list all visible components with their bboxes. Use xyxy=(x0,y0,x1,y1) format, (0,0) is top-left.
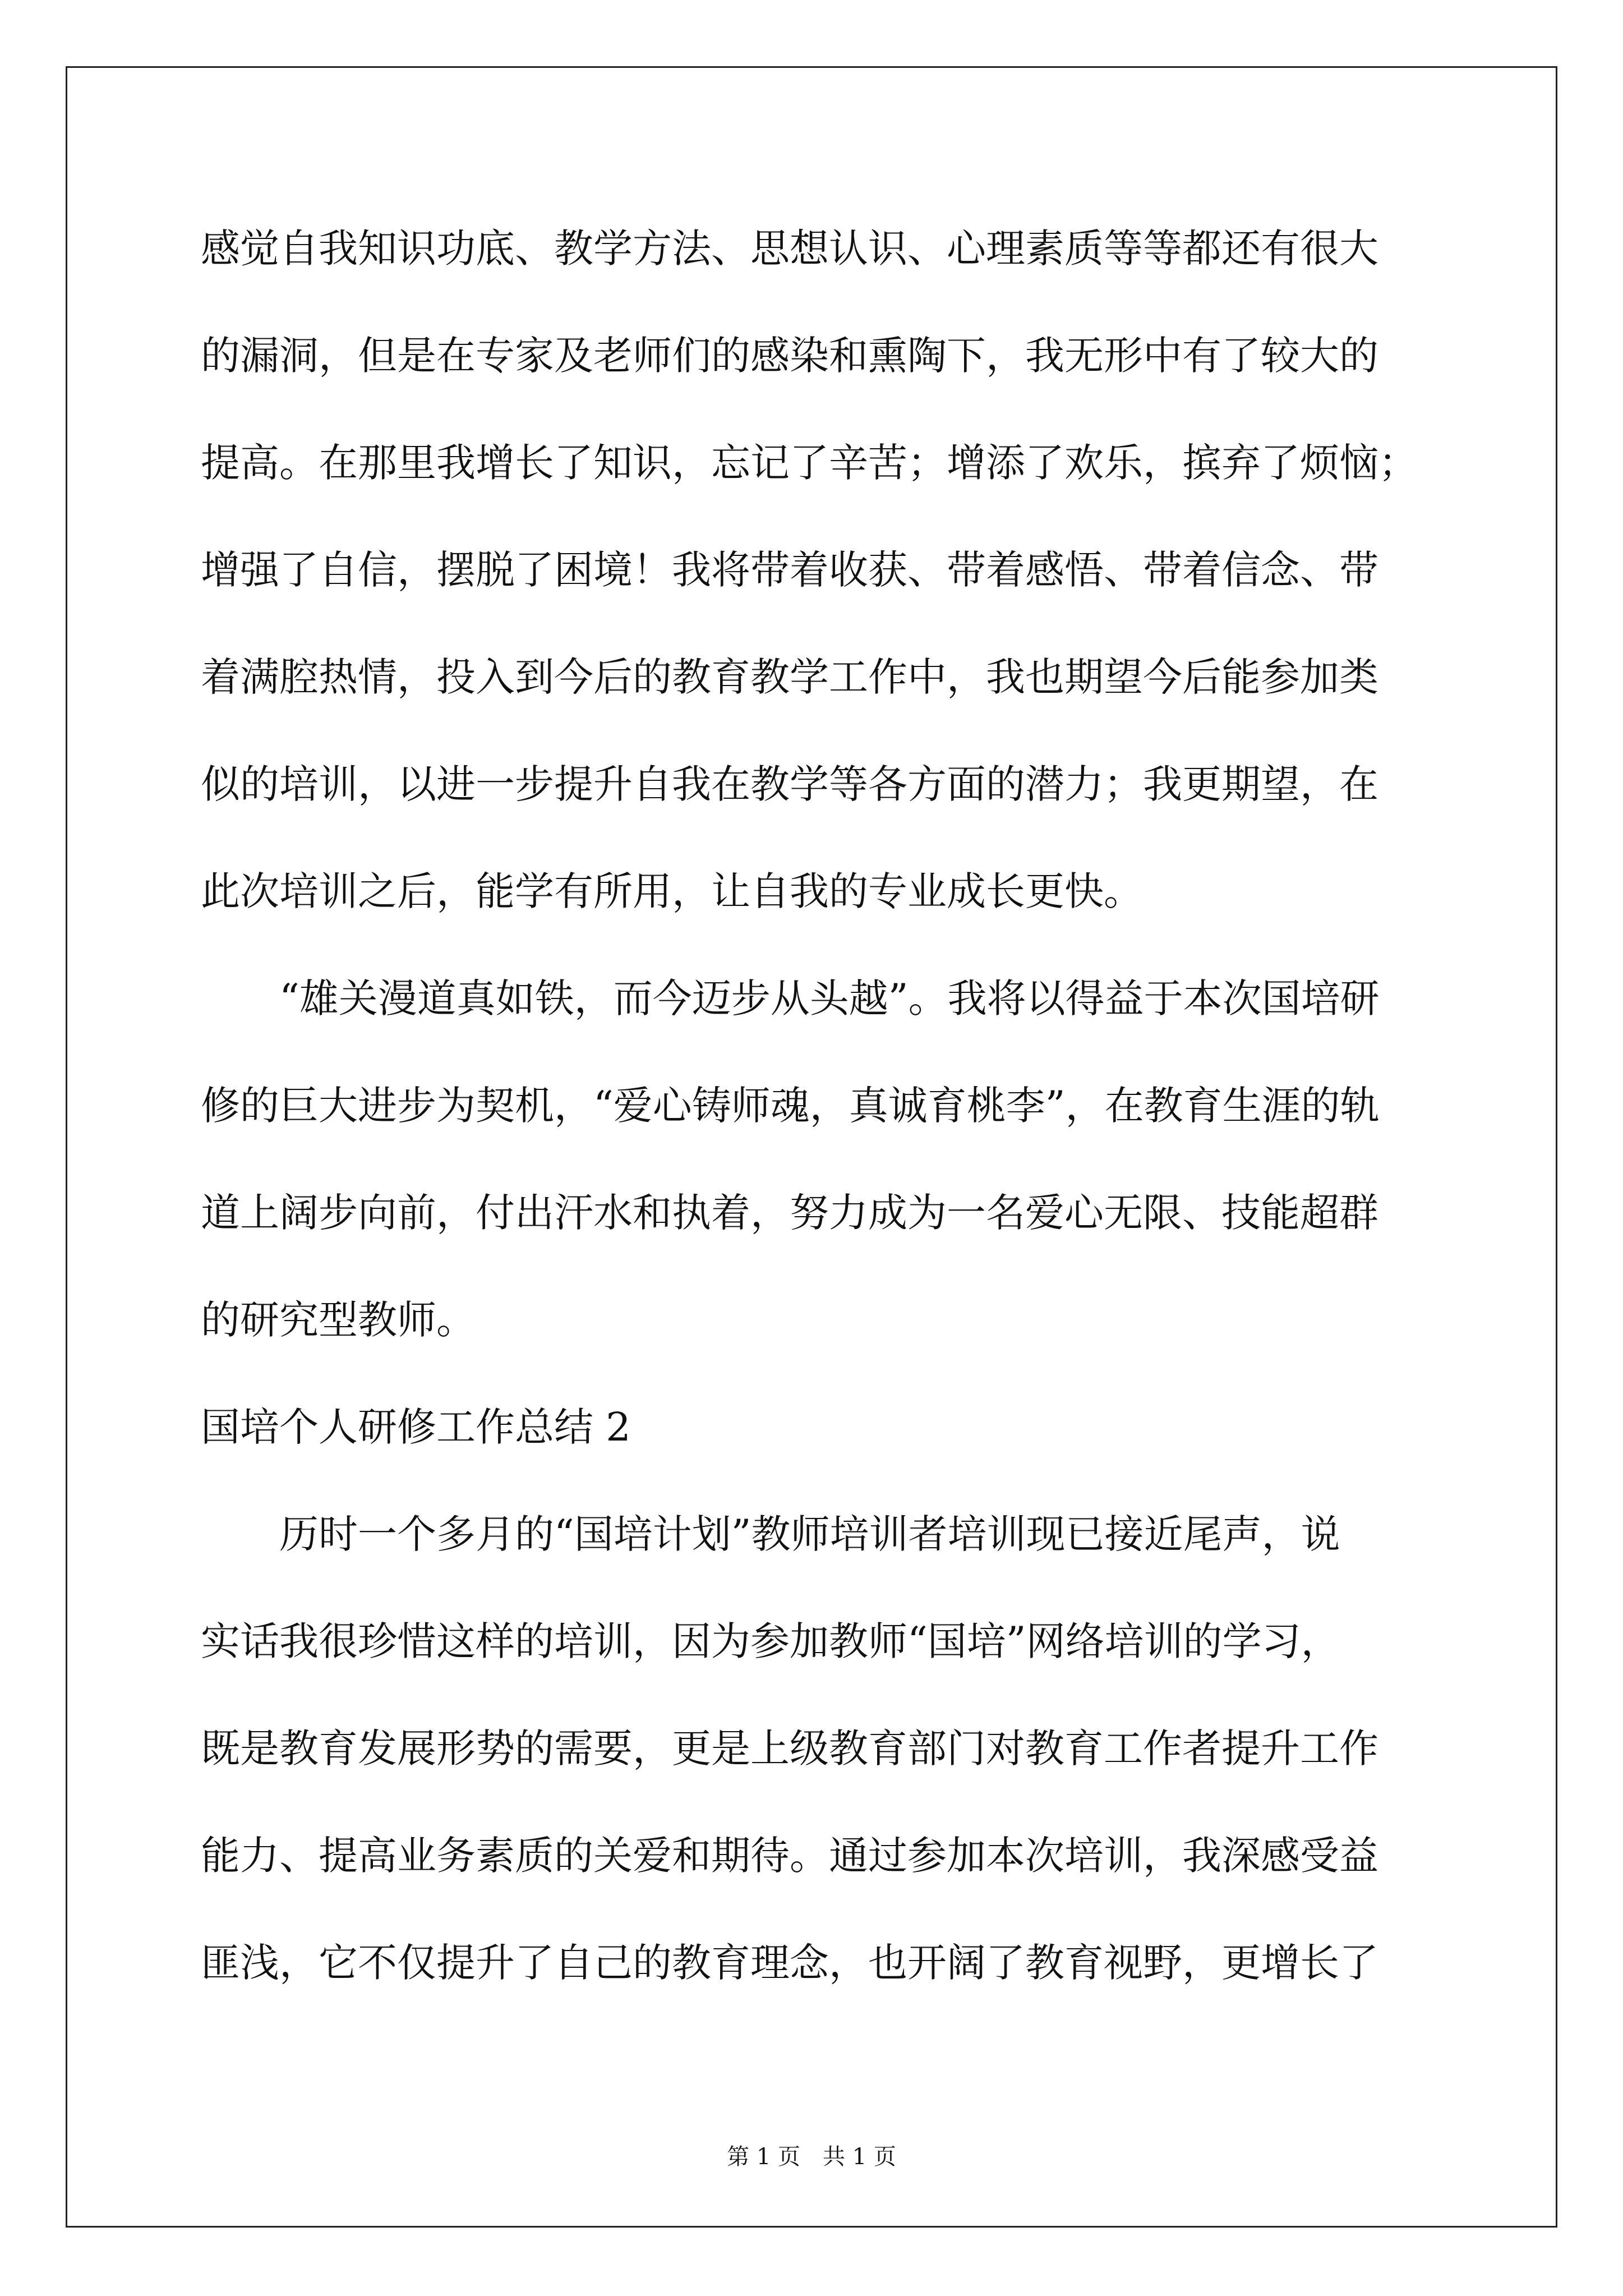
body-text-line: 感觉自我知识功底、教学方法、思想认识、心理素质等等都还有很大 xyxy=(201,226,1378,272)
body-text-line: 此次培训之后，能学有所用，让自我的专业成长更快。 xyxy=(201,868,1143,914)
body-text-line: 的研究型教师。 xyxy=(201,1297,476,1343)
page-number-footer: 第 1 页 共 1 页 xyxy=(727,2144,896,2170)
body-text-line: 实话我很珍惜这样的培训，因为参加教师“国培”网络培训的学习， xyxy=(201,1618,1340,1664)
page-border xyxy=(66,66,1557,2228)
body-text-line: 似的培训，以进一步提升自我在教学等各方面的潜力；我更期望，在 xyxy=(201,761,1378,807)
body-text-line: 的漏洞，但是在专家及老师们的感染和熏陶下，我无形中有了较大的 xyxy=(201,333,1378,379)
body-text-line: 着满腔热情，投入到今后的教育教学工作中，我也期望今后能参加类 xyxy=(201,654,1378,700)
body-text-line: 增强了自信，摆脱了困境！我将带着收获、带着感悟、带着信念、带 xyxy=(201,547,1378,593)
body-text-line: 能力、提高业务素质的关爱和期待。通过参加本次培训，我深感受益 xyxy=(201,1833,1378,1879)
section-title: 国培个人研修工作总结 2 xyxy=(201,1404,631,1450)
body-text-line: “雄关漫道真如铁，而今迈步从头越”。我将以得益于本次国培研 xyxy=(279,976,1380,1022)
body-text-line: 修的巨大进步为契机，“爱心铸师魂，真诚育桃李”，在教育生涯的轨 xyxy=(201,1083,1380,1129)
body-text-line: 道上阔步向前，付出汗水和执着，努力成为一名爱心无限、技能超群 xyxy=(201,1190,1378,1236)
body-text-line: 匪浅，它不仅提升了自己的教育理念，也开阔了教育视野，更增长了 xyxy=(201,1940,1378,1986)
body-text-line: 既是教育发展形势的需要，更是上级教育部门对教育工作者提升工作 xyxy=(201,1726,1378,1772)
body-text-line: 提高。在那里我增长了知识，忘记了辛苦；增添了欢乐，摈弃了烦恼； xyxy=(201,440,1418,486)
body-text-line: 历时一个多月的“国培计划”教师培训者培训现已接近尾声，说 xyxy=(279,1511,1340,1557)
